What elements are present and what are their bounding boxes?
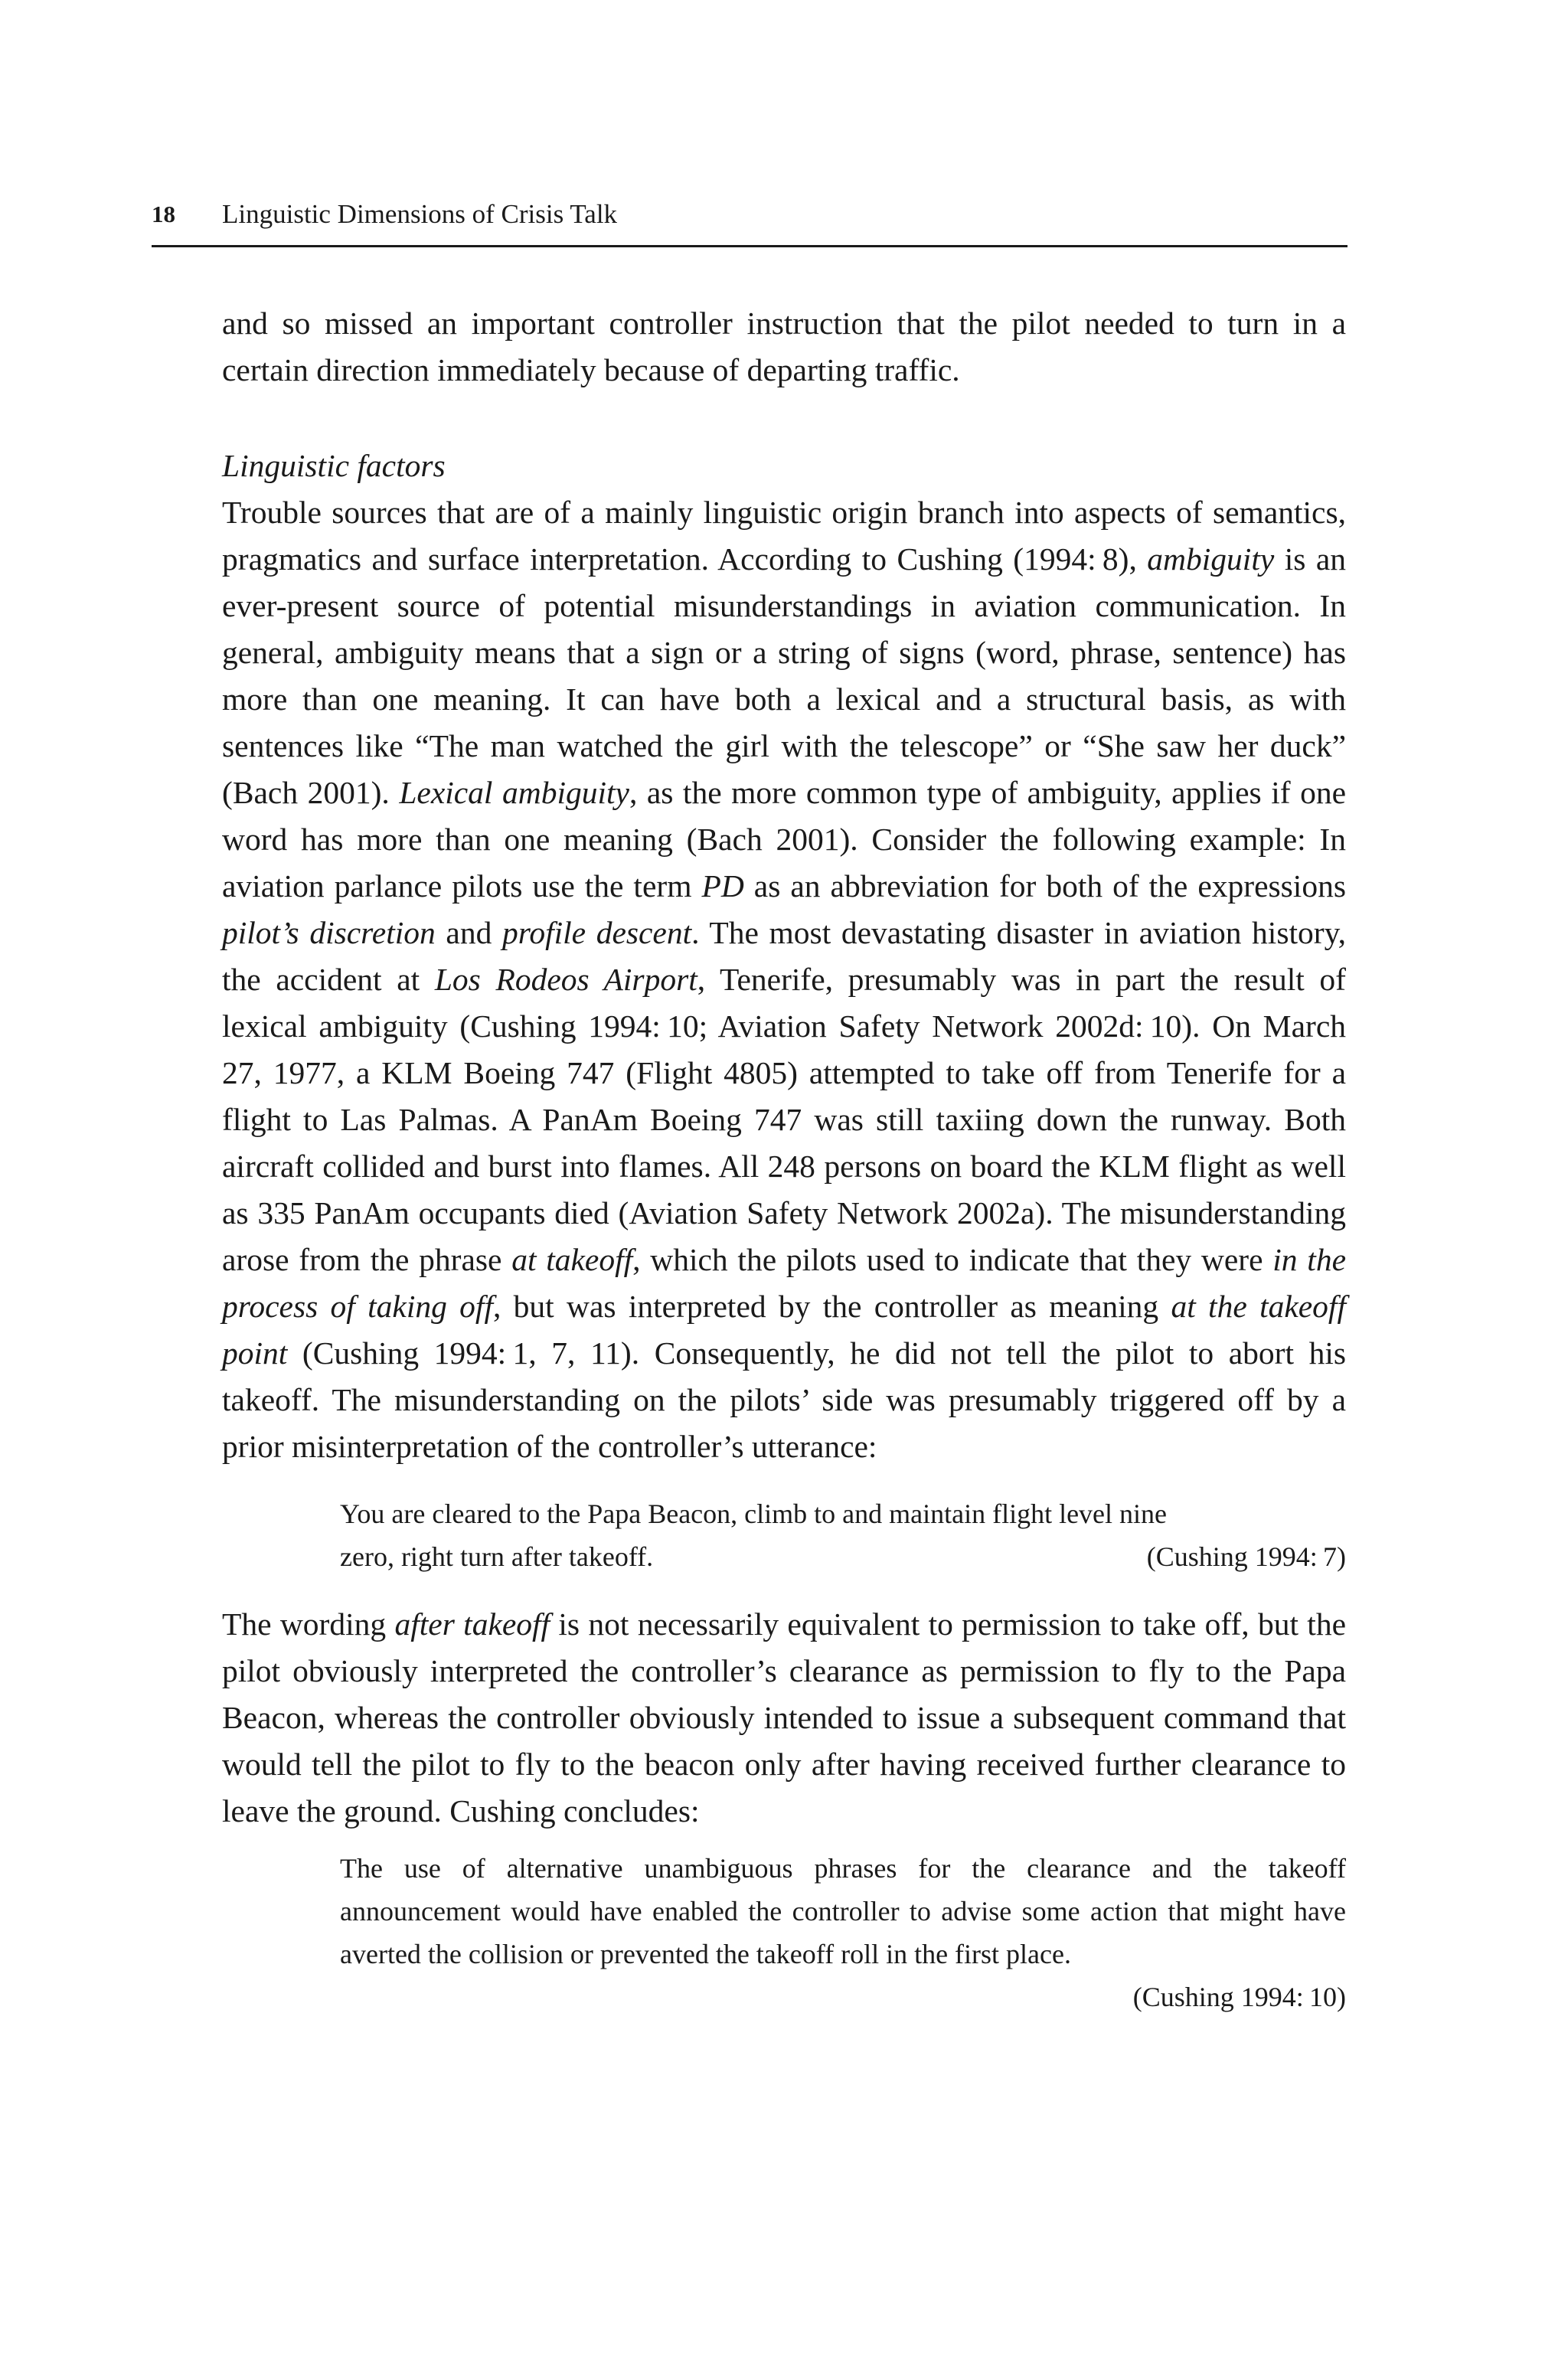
term-after-takeoff: after takeoff bbox=[394, 1606, 550, 1642]
text-run: . The most devastating disaster in aviation history, the accident at bbox=[222, 915, 1347, 997]
block-quote-clearance bbox=[340, 1492, 1346, 1578]
block-quote-citation: (Cushing 1994: 7) bbox=[1146, 1541, 1346, 1572]
running-head-title: Linguistic Dimensions of Crisis Talk bbox=[222, 199, 618, 229]
term-ambiguity: ambiguity bbox=[1147, 541, 1275, 577]
text-run: as an abbreviation for both of the expressions bbox=[743, 868, 1346, 904]
block-quote-citation: (Cushing 1994: 10) bbox=[1132, 1982, 1346, 2012]
header-rule bbox=[152, 245, 1348, 247]
running-head bbox=[152, 191, 1346, 237]
text-run: The wording bbox=[222, 1606, 395, 1642]
text-run: , which the pilots used to indicate that they were bbox=[632, 1242, 1273, 1277]
term-in-process-of-taking-off: in the process of taking off bbox=[222, 1242, 1346, 1324]
term-lexical-ambiguity: Lexical ambiguity bbox=[399, 775, 629, 810]
term-pd: PD bbox=[701, 868, 744, 904]
term-profile-descent: profile descent bbox=[501, 915, 692, 950]
text-run: is an ever-present source of potential misunderstandings in aviation communication. In general, ambiguity means that a sign or a string of signs (word, phrase, sentence) has more than one meaning. It can have both a lexical and a structural basis, as with sentences like “The man watched the girl with the telescope” or “She saw her duck” (Bach 2001). bbox=[222, 541, 1346, 810]
text-run: , as the more common type of ambiguity, applies if one word has more than one meaning (Bach 2001). Consider the following example: In aviation parlance pilots use the term bbox=[222, 775, 1346, 904]
block-quote-line: You are cleared to the Papa Beacon, climb to and maintain flight level nine bbox=[340, 1498, 1168, 1529]
term-at-takeoff: at takeoff bbox=[511, 1242, 633, 1277]
block-quote-conclusion bbox=[340, 1847, 1346, 2018]
text-run: is not necessarily equivalent to permission to take off, but the pilot obviously interpreted the controller’s clearance as permission to fly to the Papa Beacon, whereas the controller obviously intended to issue a subsequent command that would tell the pilot to fly to the beacon only after having received further clearance to leave the ground. Cushing concludes: bbox=[222, 1606, 1346, 1828]
paragraph-intro: and so missed an important controller instruction that the pilot needed to turn in a certain direction immediately because of departing traffic. bbox=[222, 306, 1346, 387]
block-quote-last-line bbox=[340, 1535, 1346, 1578]
term-los-rodeos-airport: Los Rodeos Airport bbox=[434, 962, 697, 997]
text-run: , but was interpreted by the controller as meaning bbox=[493, 1289, 1171, 1324]
page-number: 18 bbox=[152, 201, 175, 227]
paragraph-linguistic-factors bbox=[222, 489, 1346, 1470]
text-run: (Cushing 1994: 1, 7, 11). Consequently, he did not tell the pilot to abort his takeoff. The misunderstanding on the pilots’ side was presumably triggered off by a prior misinterpretation of the controller’s utterance: bbox=[222, 1335, 1346, 1464]
block-quote-text: The use of alternative unambiguous phrases for the clearance and the takeoff announcement would have enabled the controller to advise some action that might have averted the collision or prevented the takeoff roll in the first place. bbox=[340, 1853, 1346, 1969]
term-pilots-discretion: pilot’s discretion bbox=[222, 915, 436, 950]
section-subheading: Linguistic factors bbox=[222, 448, 446, 483]
text-run: and bbox=[435, 915, 502, 950]
text-run: , Tenerife, presumably was in part the result of lexical ambiguity (Cushing 1994: 10; Aviation Safety Network 2002d: 10). On March 27, 1977, a KLM Boeing 747 (Flight 4805) attempted to take off from Tenerife for a flight to Las Palmas. A PanAm Boeing 747 was still taxiing down the runway. Both aircraft collided and burst into flames. All 248 persons on board the KLM flight as well as 335 PanAm occupants died (Aviation Safety Network 2002a). The misunderstanding arose from the phrase bbox=[222, 962, 1346, 1277]
paragraph-after-takeoff bbox=[222, 1601, 1346, 1835]
page-body bbox=[222, 300, 1346, 2018]
block-quote-line: zero, right turn after takeoff. bbox=[340, 1541, 654, 1572]
text-run: Trouble sources that are of a mainly linguistic origin branch into aspects of semantics, pragmatics and surface interpretation. According to Cushing (1994: 8), bbox=[222, 495, 1346, 577]
term-at-takeoff-point: at the takeoff point bbox=[222, 1289, 1346, 1371]
